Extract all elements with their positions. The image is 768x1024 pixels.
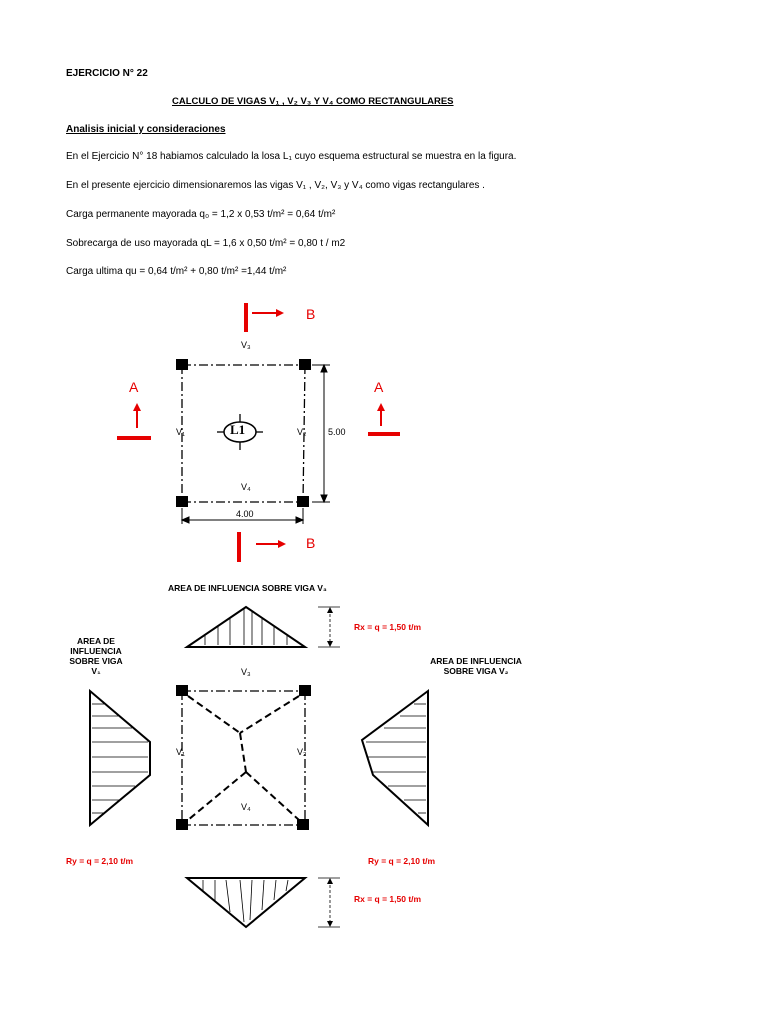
section-label-a-left: A (129, 379, 139, 395)
dimension-horizontal-value: 4.00 (236, 509, 254, 519)
influence-title-v1-line2: INFLUENCIA (70, 646, 122, 656)
beam-label-v2: V₂ (297, 427, 307, 437)
paragraph-3: Carga permanente mayorada q₀ = 1,2 x 0,53 t/m² = 0,64 t/m² (66, 209, 336, 220)
influence-title-v2-line1: AREA DE INFLUENCIA (430, 656, 522, 666)
influence-beam-label-v2: V₂ (297, 747, 307, 757)
influence-title-v2-line2: SOBRE VIGA V₂ (443, 666, 509, 676)
column-top-right (299, 359, 311, 370)
influence-title-v2 (420, 656, 532, 676)
influence-beam-label-v1: V₁ (176, 747, 186, 757)
influence-title-v1-line3: SOBRE VIGA (69, 656, 123, 666)
paragraph-1: En el Ejercicio N° 18 habiamos calculado la losa L₁ cuyo esquema estructural se muestra en la figura. (66, 151, 517, 162)
influence-diagram-v4 (187, 878, 340, 927)
section-label-b-bottom: B (306, 535, 316, 551)
ry-right: Ry = q = 2,10 t/m (368, 856, 436, 866)
influence-beam-label-v3: V₃ (241, 667, 251, 677)
section-label-b-top: B (306, 306, 316, 322)
influence-title-v1 (60, 636, 132, 676)
main-title: CALCULO DE VIGAS V₁ , V₂ V₃ Y V₄ COMO RECTANGULARES (172, 96, 454, 107)
paragraph-2: En el presente ejercicio dimensionaremos las vigas V₁ , V₂, V₃ y V₄ como vigas rectangulares . (66, 180, 485, 191)
influence-title-v1-line4: V₁ (91, 666, 101, 676)
section-label-a-right: A (374, 379, 384, 395)
beam-label-v4: V₄ (241, 482, 251, 492)
influence-title-v1-line1: AREA DE (77, 636, 115, 646)
paragraph-4: Sobrecarga de uso mayorada qL = 1,6 x 0,50 t/m² = 0,80 t / m2 (66, 238, 346, 249)
slab-label: L1 (230, 422, 246, 437)
column-top-left (176, 359, 188, 370)
paragraph-5: Carga ultima qu = 0,64 t/m² + 0,80 t/m² =1,44 t/m² (66, 266, 287, 277)
ry-left: Ry = q = 2,10 t/m (66, 856, 134, 866)
dimension-vertical-value: 5.00 (328, 427, 346, 437)
beam-label-v1: V₁ (176, 427, 186, 437)
influence-title-v3: AREA DE INFLUENCIA SOBRE VIGA V₃ (168, 583, 327, 593)
rx-top: Rx = q = 1,50 t/m (354, 622, 422, 632)
column-bottom-right (297, 496, 309, 507)
section-marker-a-right (368, 403, 400, 436)
beam-label-v3: V₃ (241, 340, 251, 350)
section-marker-b-top (244, 303, 284, 332)
section-marker-a-left (117, 403, 151, 440)
influence-diagram-v3 (187, 607, 340, 647)
exercise-title: EJERCICIO N° 22 (66, 68, 148, 79)
influence-diagram-v2 (362, 691, 428, 825)
section-title: Analisis inicial y consideraciones (66, 124, 226, 135)
section-marker-b-bottom (237, 532, 286, 562)
rx-bottom: Rx = q = 1,50 t/m (354, 894, 422, 904)
influence-diagram-v1 (90, 691, 150, 825)
column-bottom-left (176, 496, 188, 507)
influence-beam-label-v4: V₄ (241, 802, 251, 812)
